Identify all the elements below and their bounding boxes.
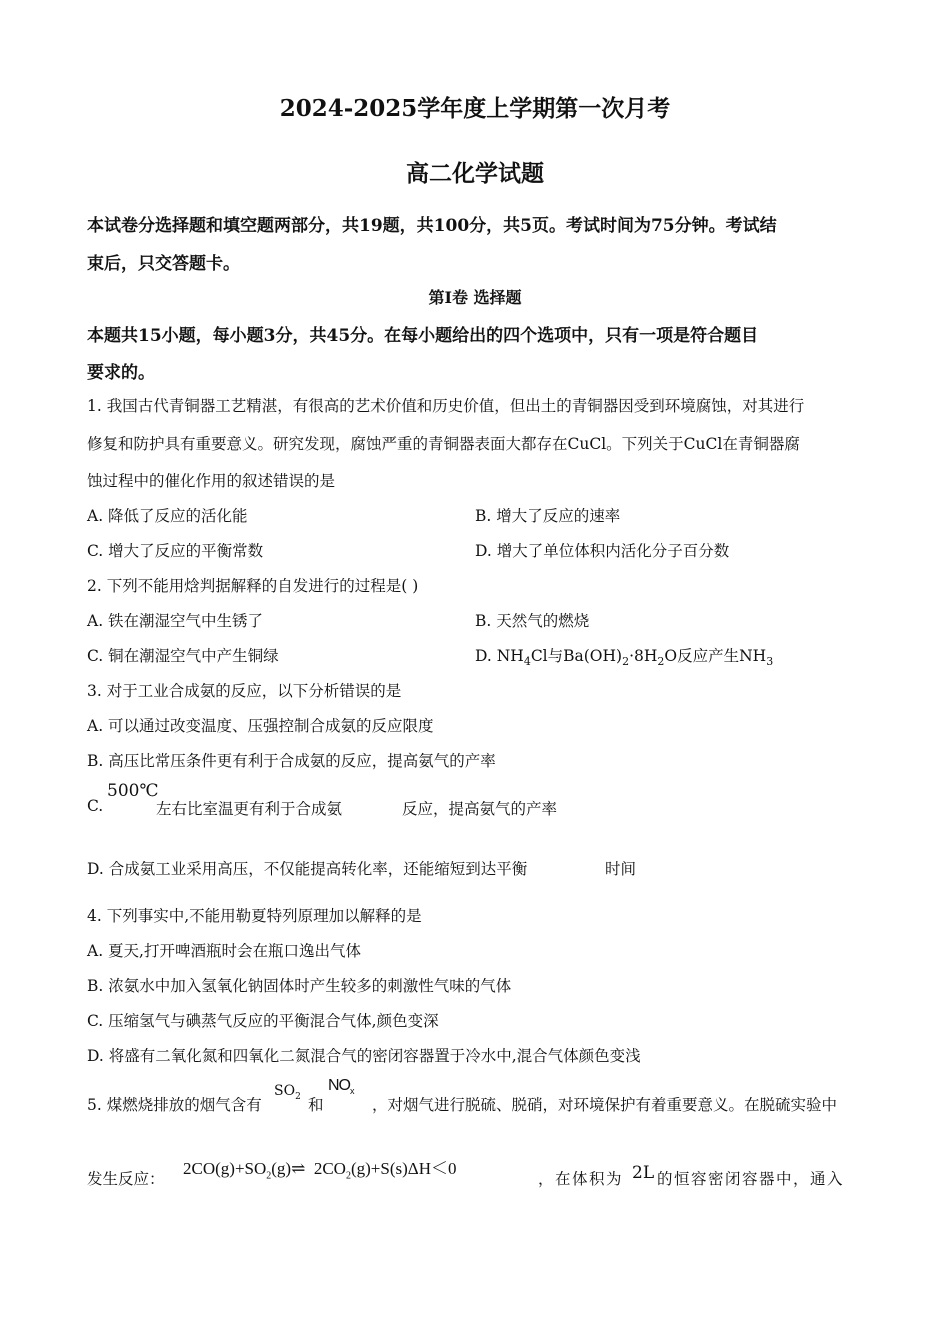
q1-stem-line-2: 修复和防护具有重要意义。研究发现，腐蚀严重的青铜器表面大都存在CuCl。下列关于CuCl在青铜器腐 xyxy=(87,435,800,453)
q5-volume: 2L xyxy=(632,1163,655,1183)
q2-option-c: C. 铜在潮湿空气中产生铜绿 xyxy=(87,647,279,665)
q3-option-c-label: C. xyxy=(87,797,104,815)
exam-title: 2024-2025学年度上学期第一次月考 xyxy=(279,95,671,122)
section-instruction-1: 本题共15小题，每小题3分，共45分。在每小题给出的四个选项中，只有一项是符合题目 xyxy=(87,326,759,346)
q3-option-c-text-2: 反应，提高氨气的产率 xyxy=(402,800,558,818)
q3-option-d-text-2: 时间 xyxy=(605,860,637,878)
q2-stem: 2. 下列不能用焓判据解释的自发进行的过程是( ) xyxy=(87,577,419,595)
q3-option-a: A. 可以通过改变温度、压强控制合成氨的反应限度 xyxy=(87,717,434,735)
section-title: 第I卷 选择题 xyxy=(428,288,522,307)
q5-reaction-equation: $2CO(g)+SO_2(g)\rightleftharpoons$ $2CO_2(g)+S(s)\Delta H<0$ xyxy=(183,1159,457,1182)
q1-stem-line-1: 1. 我国古代青铜器工艺精湛，有很高的艺术价值和历史价值，但出土的青铜器因受到环境腐蚀，对其进行 xyxy=(87,397,805,415)
q4-option-b: B. 浓氨水中加入氢氧化钠固体时产生较多的刺激性气味的气体 xyxy=(87,977,512,995)
q4-stem: 4. 下列事实中,不能用勒夏特列原理加以解释的是 xyxy=(87,907,422,925)
q5-stem-prefix: 5. 煤燃烧排放的烟气含有 xyxy=(87,1096,262,1114)
q5-and: 和 xyxy=(308,1096,324,1114)
q1-stem-line-3: 蚀过程中的催化作用的叙述错误的是 xyxy=(87,472,336,490)
q2-option-b: B. 天然气的燃烧 xyxy=(475,612,590,630)
q3-option-b: B. 高压比常压条件更有利于合成氨的反应，提高氨气的产率 xyxy=(87,752,496,770)
q5-line-2-prefix: 发生反应： xyxy=(87,1170,165,1188)
q4-option-d: D. 将盛有二氧化氮和四氧化二氮混合气的密闭容器置于冷水中,混合气体颜色变浅 xyxy=(87,1047,641,1065)
intro-line-1: 本试卷分选择题和填空题两部分，共19题，共100分，共5页。考试时间为75分钟。考试结 xyxy=(87,216,777,236)
q1-option-d: D. 增大了单位体积内活化分子百分数 xyxy=(475,542,730,560)
q5-line-2-suffix: 的恒容密闭容器中，通入 xyxy=(657,1170,845,1188)
q1-option-a: A. 降低了反应的活化能 xyxy=(87,507,248,525)
q1-option-b: B. 增大了反应的速率 xyxy=(475,507,621,525)
q2-option-a: A. 铁在潮湿空气中生锈了 xyxy=(87,612,264,630)
q4-option-a: A. 夏天,打开啤酒瓶时会在瓶口逸出气体 xyxy=(87,942,361,960)
q5-stem-suffix: ，对烟气进行脱硫、脱硝，对环境保护有着重要意义。在脱硫实验中 xyxy=(372,1096,838,1114)
q3-option-c-temperature: 500℃ xyxy=(107,781,159,801)
q3-option-c-text-1: 左右比室温更有利于合成氨 xyxy=(156,800,343,818)
q3-stem: 3. 对于工业合成氨的反应，以下分析错误的是 xyxy=(87,682,402,700)
q5-so2-formula: $SO_2$ xyxy=(274,1083,301,1102)
q5-line-2-middle: ，在体积为 xyxy=(538,1170,624,1188)
intro-line-2: 束后，只交答题卡。 xyxy=(87,254,240,274)
q4-option-c: C. 压缩氢气与碘蒸气反应的平衡混合气体,颜色变深 xyxy=(87,1012,439,1030)
q3-option-d-text-1: D. 合成氨工业采用高压，不仅能提高转化率，还能缩短到达平衡 xyxy=(87,860,528,878)
section-instruction-2: 要求的。 xyxy=(87,363,155,383)
exam-subtitle: 高二化学试题 xyxy=(406,160,544,187)
q2-option-d: D. $NH_4Cl$与$Ba(OH)_2\cdot 8H_2O$反应产生$NH_3$ xyxy=(475,647,774,669)
q5-nox-formula: $NO_x$ xyxy=(328,1077,354,1097)
q1-option-c: C. 增大了反应的平衡常数 xyxy=(87,542,264,560)
